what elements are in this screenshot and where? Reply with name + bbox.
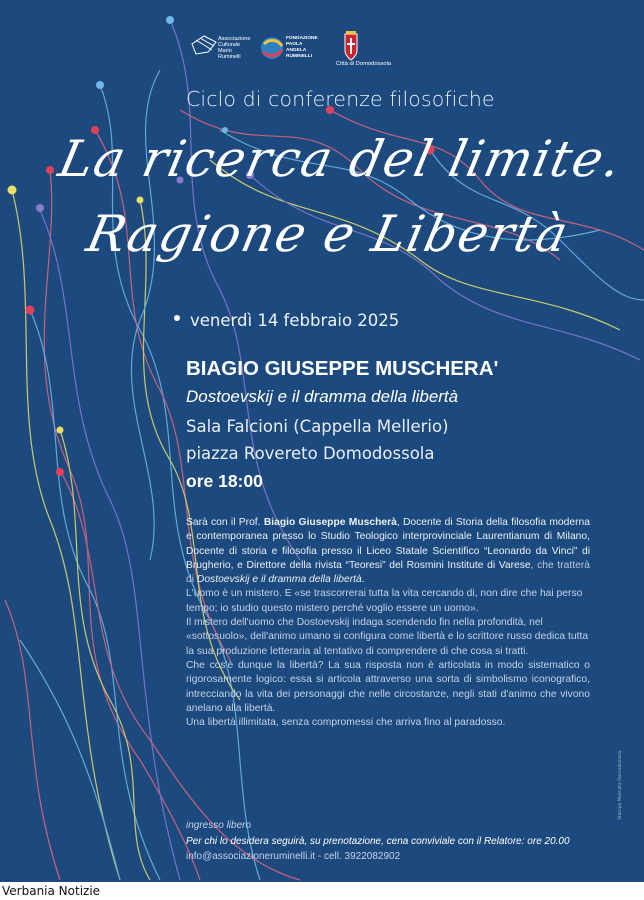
logo-text-line: ANGELA — [286, 48, 307, 53]
bullet-dot — [172, 313, 182, 323]
logo-text-line: Mario — [218, 48, 232, 54]
thread-line — [60, 430, 150, 880]
thread-dot — [26, 306, 35, 315]
text-span: , che tratterà di — [186, 559, 590, 586]
main-title-line-1: La ricerca del limite. — [53, 130, 628, 188]
venue-line-1: Sala Falcioni (Cappella Mellerio) — [186, 417, 449, 436]
dinner-note: Per chi lo desidera seguirà, su prenotazione, cena conviviale con il Relatore: ore 20.00 — [186, 835, 570, 847]
text-span: . — [361, 574, 365, 586]
footer-info — [186, 818, 606, 865]
thread-dot — [137, 197, 144, 204]
talk-title: Dostoevskij e il dramma della libertà — [186, 387, 459, 406]
logo-text-line: FONDAZIONE — [286, 36, 318, 41]
venue-line-2: piazza Rovereto Domodossola — [186, 444, 435, 463]
event-time: ore 18:00 — [186, 471, 263, 491]
paragraph: Una libertà illimitata, senza compromessi che arriva fino al paradosso. — [186, 717, 506, 729]
printer-credit: Stampa Muscata Domodossola — [618, 750, 623, 820]
thread-dot — [166, 16, 174, 24]
association-logo-text — [218, 36, 250, 60]
text-span: Sarà con il Prof. — [186, 517, 264, 528]
series-title: Ciclo di conferenze filosofiche — [186, 87, 495, 111]
logo-text-line: Culturale — [218, 42, 241, 48]
entry-note: ingresso libero — [186, 820, 252, 831]
topic-inline: Dostoevskij e il dramma della libertà — [196, 574, 362, 586]
paragraph: L'uomo è un mistero. E «se trascorrerai tutta la vita cercando di, non dire che hai perso tempo; io studio questo mistero perché voglio essere un uomo». — [186, 588, 583, 614]
foundation-logo-text — [286, 36, 318, 60]
text-span: , Docente di Storia della filosofia moderna e contemporanea presso lo Studio Teologico interprovinciale Laurentianum di Milano, Docente di storia e filosofia presso il Liceo Statale Scientifico “Leonardo da Vinci” di Brugherio, e Direttore della rivista “Teoresi” del Rosmini Institute di Varese — [186, 517, 590, 571]
thread-dot — [8, 186, 17, 195]
contact-info: info@associazioneruminelli.it - cell. 3922082902 — [186, 851, 401, 862]
city-logo-text: Città di Domodossola — [336, 61, 392, 67]
paragraph: Il mistero dell'uomo che Dostoevskij indaga scendendo fin nella profondità, nel «sottosuolo», dell'animo umano si configura come libertà e lo scrittore russo dedica tutta la sua produzione letteraria al tentativo di comprendere di che cosa si tratti. — [186, 617, 589, 657]
thread-line — [20, 640, 120, 880]
thread-dot — [96, 81, 104, 89]
description-text — [186, 516, 590, 730]
logo-text-line: Ruminelli — [218, 54, 241, 60]
event-date: venerdì 14 febbraio 2025 — [190, 311, 400, 330]
intro-paragraph — [186, 516, 590, 587]
logos — [190, 30, 390, 70]
thread-line — [12, 190, 120, 880]
logo-text-line: PAOLA — [286, 42, 303, 47]
speaker-name: BIAGIO GIUSEPPE MUSCHERA' — [186, 357, 499, 380]
logo-text-line: Associazione — [218, 36, 251, 42]
source-caption: Verbania Notizie — [2, 884, 101, 898]
speaker-name-inline: Biagio Giuseppe Muscherà — [263, 517, 397, 528]
logo-text-line: RUMINELLI — [286, 54, 313, 59]
thread-dot — [36, 204, 44, 212]
thread-line — [5, 600, 60, 880]
thread-dot — [56, 468, 64, 476]
main-title-line-2: Ragione e Libertà — [81, 205, 575, 263]
thread-dot — [57, 427, 64, 434]
thread-line — [40, 210, 180, 880]
thread-line — [250, 175, 640, 360]
thread-dot — [46, 166, 54, 174]
paragraph: Che cos'è dunque la libertà? La sua risposta non è articolata in modo sistematico o rigorosamente logico: essa si articola attraverso una sorta di simbolismo iconografico, intrecciando la vita dei personaggi che nelle circostanze, negli stati d'animo che vivono anelano alla libertà. — [186, 659, 590, 714]
